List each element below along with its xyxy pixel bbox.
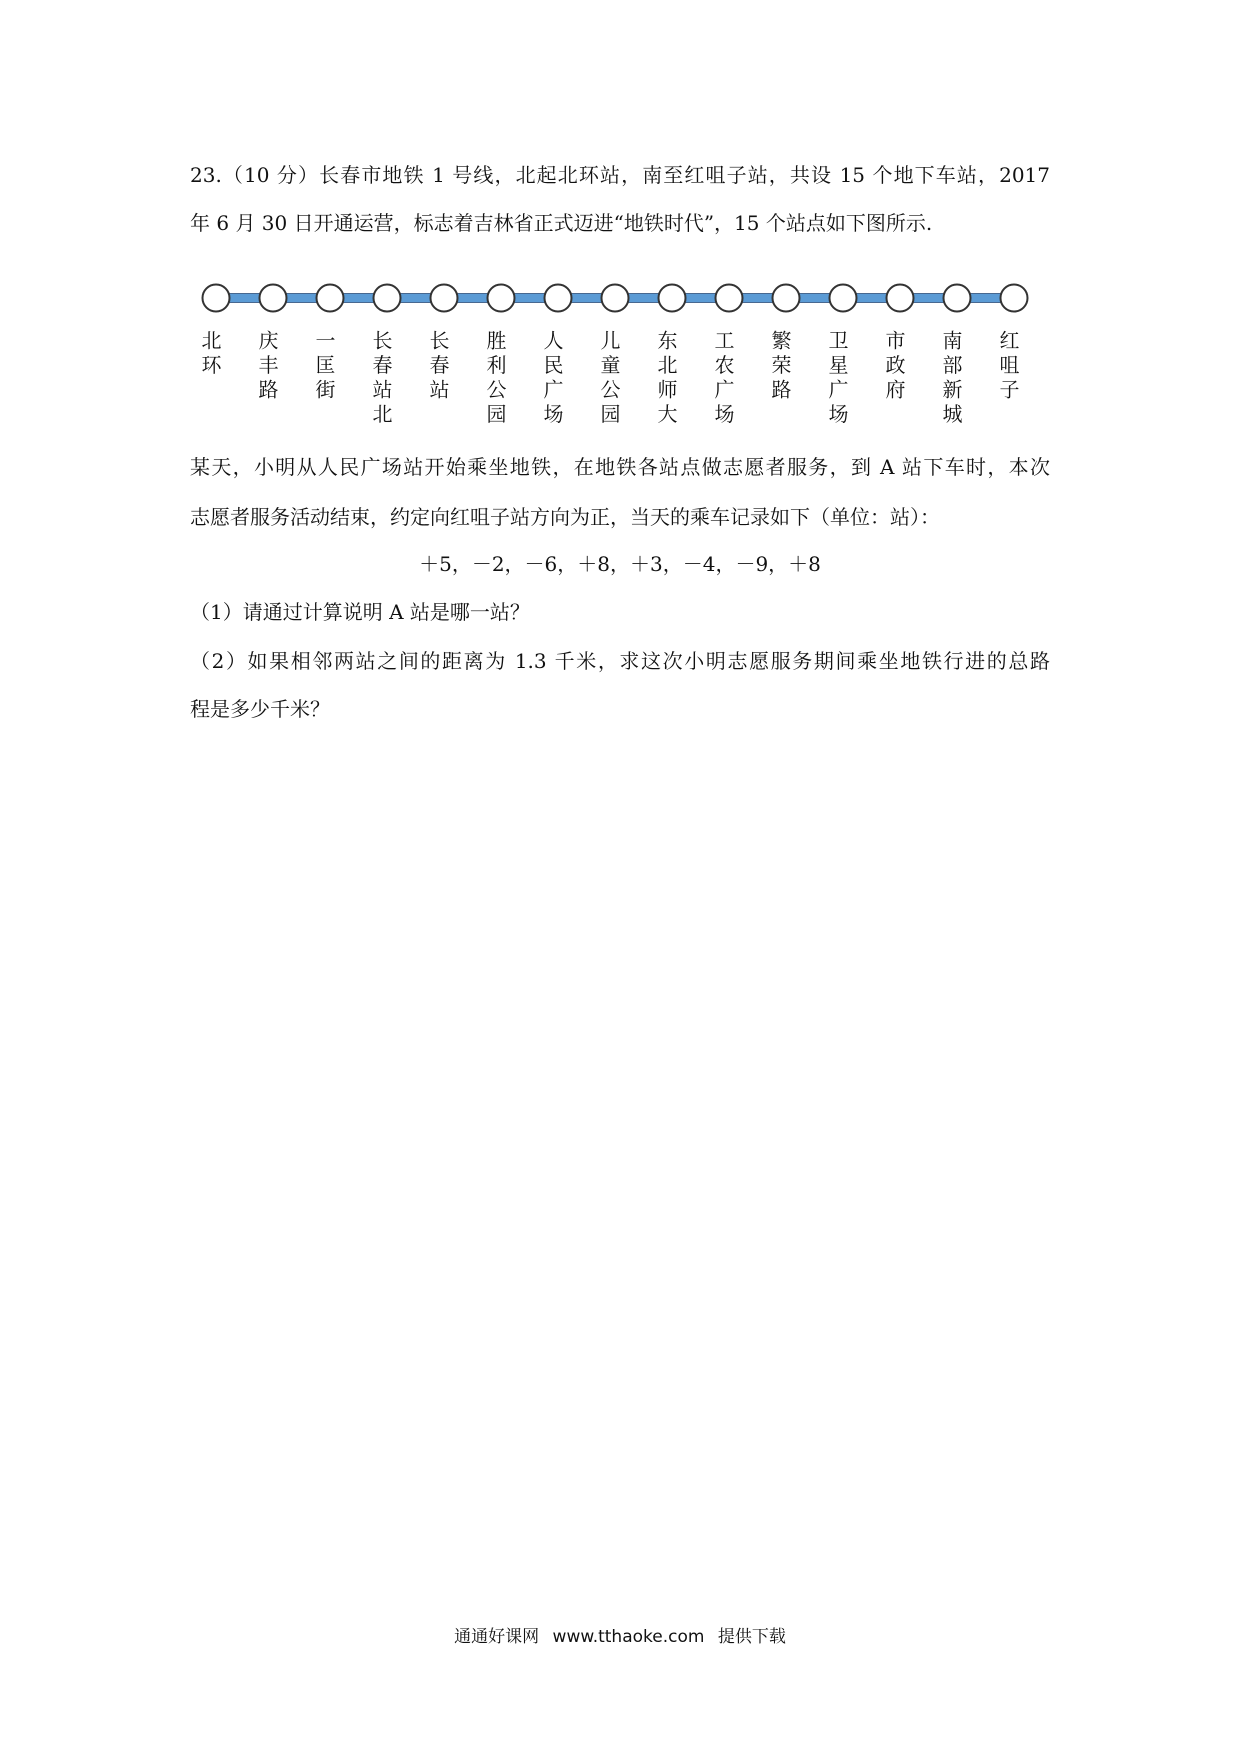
station-label: 胜利公园 [483, 330, 507, 428]
page-footer: 通通好课网 www.tthaoke.com 提供下载 [454, 1627, 786, 1647]
line-segment [672, 294, 729, 303]
station-label: 南部新城 [939, 330, 963, 428]
line-segment [501, 294, 558, 303]
station-circle [944, 285, 971, 312]
station-circle [602, 285, 629, 312]
scenario-line-1: 某天，小明从人民广场站开始乘坐地铁，在地铁各站点做志愿者服务，到 A 站下车时，本次 [190, 455, 1050, 479]
line-segment [444, 294, 501, 303]
question-intro-line-2: 年 6 月 30 日开通运营，标志着吉林省正式迈进“地铁时代”，15 个站点如下图所示. [190, 211, 933, 235]
station-label: 一匡街 [312, 330, 336, 404]
station-label: 繁荣路 [768, 330, 792, 404]
station-label: 长春站 [426, 330, 450, 404]
line-segment [273, 294, 330, 303]
sub-question-2-line-2: 程是多少千米？ [190, 697, 330, 721]
station-circle [317, 285, 344, 312]
station-circle [887, 285, 914, 312]
station-circle [545, 285, 572, 312]
station-circle [716, 285, 743, 312]
station-circle [1001, 285, 1028, 312]
station-circle [203, 285, 230, 312]
station-label: 红咀子 [996, 330, 1020, 404]
line-segment [729, 294, 786, 303]
line-segment [615, 294, 672, 303]
line-segment [330, 294, 387, 303]
station-circle [260, 285, 287, 312]
line-segment [216, 294, 273, 303]
station-label: 庆丰路 [255, 330, 279, 404]
ride-record: ＋5，－2，－6，＋8，＋3，－4，－9，＋8 [419, 552, 821, 576]
question-intro-line-1: 23.（10 分）长春市地铁 1 号线，北起北环站，南至红咀子站，共设 15 个地下车站，2017 [190, 163, 1050, 187]
line-segment [786, 294, 843, 303]
sub-question-1: （1）请通过计算说明 A 站是哪一站？ [190, 600, 530, 624]
station-label: 人民广场 [540, 330, 564, 428]
sub-question-2-line-1: （2）如果相邻两站之间的距离为 1.3 千米，求这次小明志愿服务期间乘坐地铁行进的总路 [190, 649, 1050, 673]
line-segment [558, 294, 615, 303]
station-circle [488, 285, 515, 312]
station-circle [374, 285, 401, 312]
station-label: 儿童公园 [597, 330, 621, 428]
line-segment [900, 294, 957, 303]
station-circle [431, 285, 458, 312]
station-label: 东北师大 [654, 330, 678, 428]
line-segment [957, 294, 1014, 303]
station-label: 长春站北 [369, 330, 393, 428]
scenario-line-2: 志愿者服务活动结束，约定向红咀子站方向为正，当天的乘车记录如下（单位：站）： [190, 505, 940, 529]
station-circle [830, 285, 857, 312]
station-label: 市政府 [882, 330, 906, 404]
station-circle [659, 285, 686, 312]
station-label: 北环 [198, 330, 222, 379]
line-segment [387, 294, 444, 303]
station-circle [773, 285, 800, 312]
station-label: 工农广场 [711, 330, 735, 428]
station-label: 卫星广场 [825, 330, 849, 428]
line-segment [843, 294, 900, 303]
